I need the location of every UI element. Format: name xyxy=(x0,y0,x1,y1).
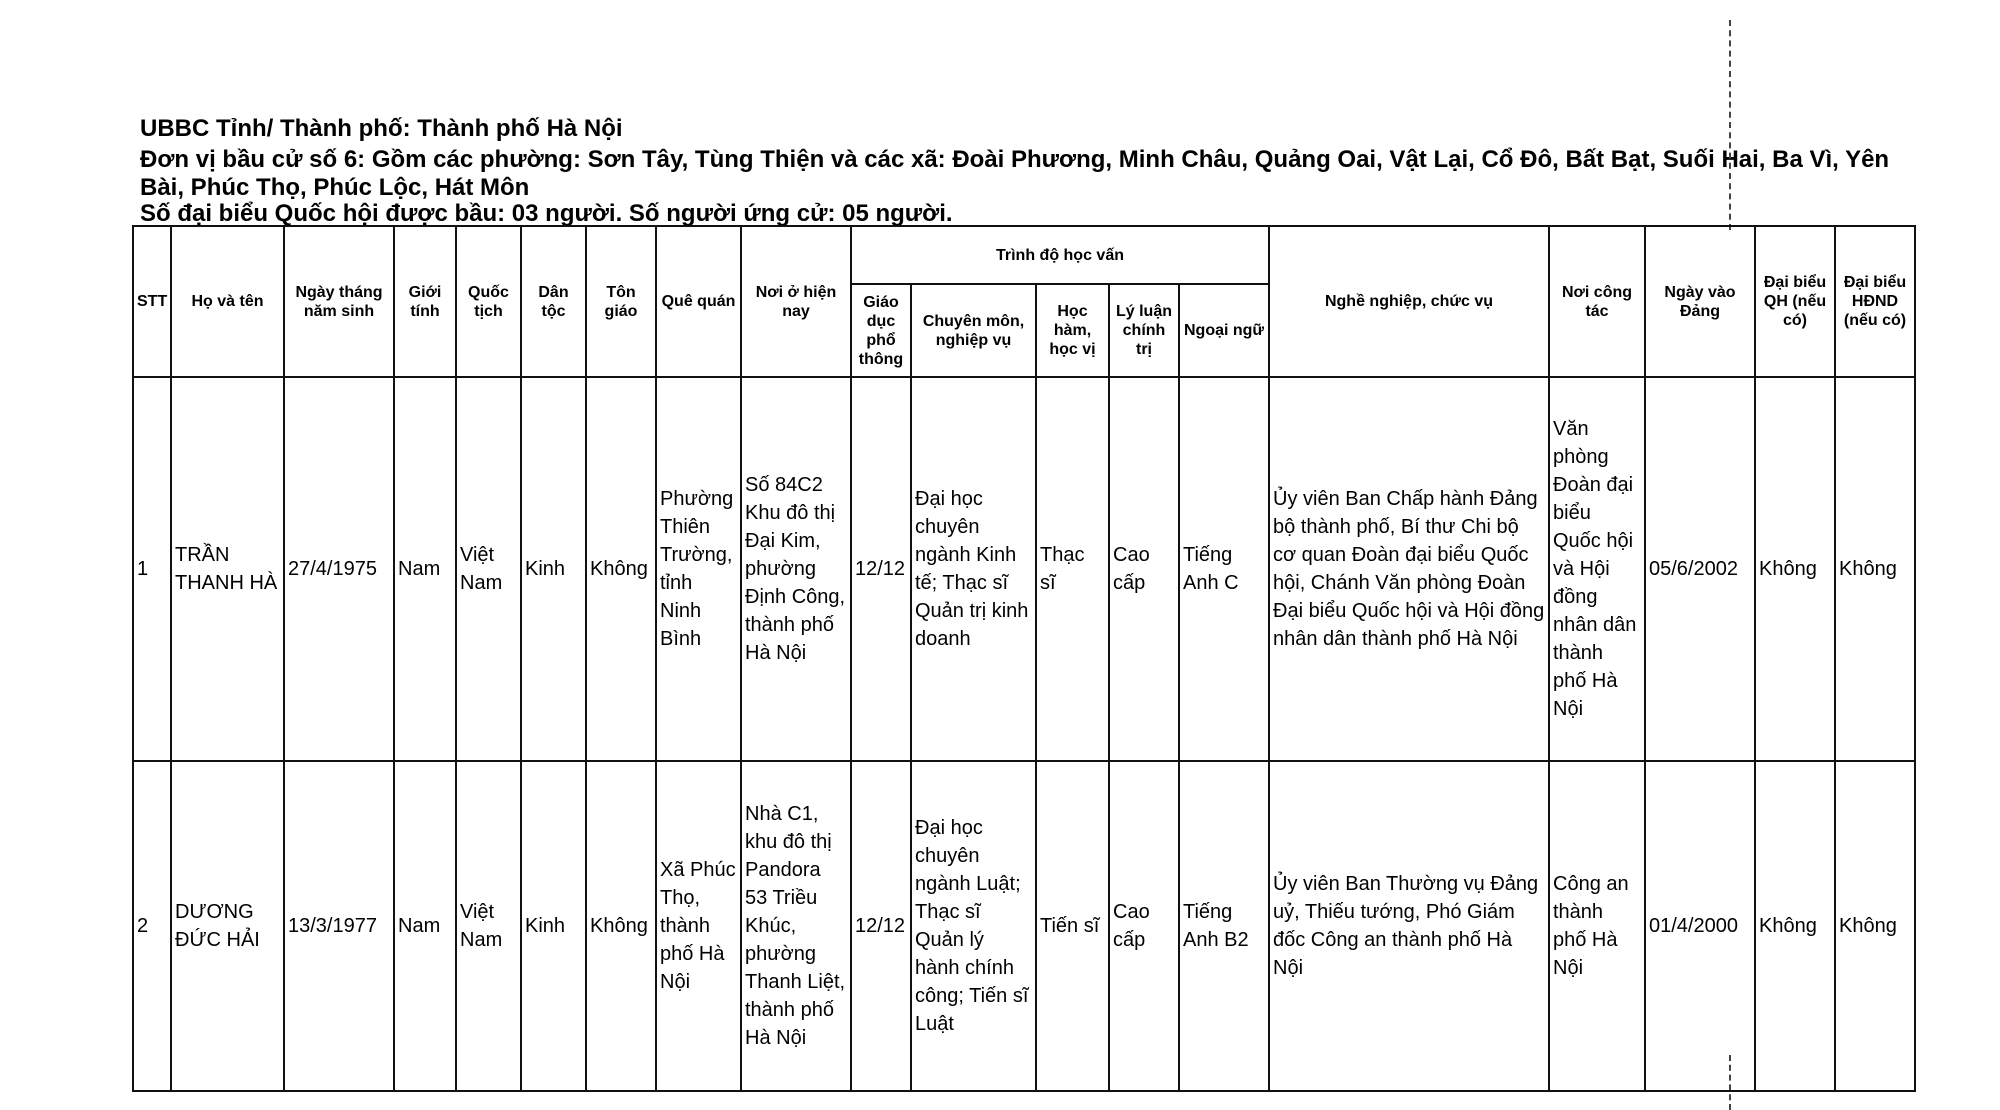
cell-pc-delegate: Không xyxy=(1835,761,1915,1091)
header-seat-count: Số đại biểu Quốc hội được bầu: 03 người. Số người ứng cử: 05 người. xyxy=(140,200,953,227)
cell-gender: Nam xyxy=(394,761,456,1091)
candidate-table xyxy=(132,225,1916,1092)
cell-hometown: Phường Thiên Trường, tỉnh Ninh Bình xyxy=(656,377,741,761)
cell-dob: 27/4/1975 xyxy=(284,377,394,761)
col-header-pc-delegate: Đại biểu HĐND (nếu có) xyxy=(1835,226,1915,377)
cell-political: Cao cấp xyxy=(1109,761,1179,1091)
cell-name: TRẦN THANH HÀ xyxy=(171,377,284,761)
cell-party-date: 01/4/2000 xyxy=(1645,761,1755,1091)
cell-ethnicity: Kinh xyxy=(521,377,586,761)
col-header-religion: Tôn giáo xyxy=(586,226,656,377)
col-header-party-date: Ngày vào Đảng xyxy=(1645,226,1755,377)
col-header-dob: Ngày tháng năm sinh xyxy=(284,226,394,377)
cell-hometown: Xã Phúc Thọ, thành phố Hà Nội xyxy=(656,761,741,1091)
col-header-hometown: Quê quán xyxy=(656,226,741,377)
cell-gender: Nam xyxy=(394,377,456,761)
col-header-language: Ngoại ngữ xyxy=(1179,284,1269,377)
cell-language: Tiếng Anh B2 xyxy=(1179,761,1269,1091)
header-constituency: Đơn vị bầu cử số 6: Gồm các phường: Sơn Tây, Tùng Thiện và các xã: Đoài Phương, Minh Châu, Quảng Oai, Vật Lại, Cổ Đô, Bất Bạt, Suối Hai, Ba Vì, Yên Bài, Phúc Thọ, Phúc Lộc, Hát Môn xyxy=(140,146,1890,201)
col-header-nationality: Quốc tịch xyxy=(456,226,521,377)
cell-workplace: Văn phòng Đoàn đại biểu Quốc hội và Hội đồng nhân dân thành phố Hà Nội xyxy=(1549,377,1645,761)
scan-dashed-line-top xyxy=(1729,20,1731,230)
col-header-political: Lý luận chính trị xyxy=(1109,284,1179,377)
cell-political: Cao cấp xyxy=(1109,377,1179,761)
cell-party-date: 05/6/2002 xyxy=(1645,377,1755,761)
cell-stt: 1 xyxy=(133,377,171,761)
cell-pc-delegate: Không xyxy=(1835,377,1915,761)
col-header-stt: STT xyxy=(133,226,171,377)
col-header-name: Họ và tên xyxy=(171,226,284,377)
cell-occupation: Ủy viên Ban Thường vụ Đảng uỷ, Thiếu tướng, Phó Giám đốc Công an thành phố Hà Nội xyxy=(1269,761,1549,1091)
cell-occupation: Ủy viên Ban Chấp hành Đảng bộ thành phố, Bí thư Chi bộ cơ quan Đoàn đại biểu Quốc hội, Chánh Văn phòng Đoàn Đại biểu Quốc hội và Hội đồng nhân dân thành phố Hà Nội xyxy=(1269,377,1549,761)
col-header-na-delegate: Đại biểu QH (nếu có) xyxy=(1755,226,1835,377)
col-header-residence: Nơi ở hiện nay xyxy=(741,226,851,377)
cell-workplace: Công an thành phố Hà Nội xyxy=(1549,761,1645,1091)
cell-academic: Thạc sĩ xyxy=(1036,377,1109,761)
cell-ethnicity: Kinh xyxy=(521,761,586,1091)
cell-stt: 2 xyxy=(133,761,171,1091)
cell-specialty: Đại học chuyên ngành Kinh tế; Thạc sĩ Quản trị kinh doanh xyxy=(911,377,1036,761)
cell-specialty: Đại học chuyên ngành Luật; Thạc sĩ Quản lý hành chính công; Tiến sĩ Luật xyxy=(911,761,1036,1091)
cell-na-delegate: Không xyxy=(1755,761,1835,1091)
cell-general-education: 12/12 xyxy=(851,761,911,1091)
cell-nationality: Việt Nam xyxy=(456,377,521,761)
cell-residence: Số 84C2 Khu đô thị Đại Kim, phường Định Công, thành phố Hà Nội xyxy=(741,377,851,761)
cell-religion: Không xyxy=(586,377,656,761)
cell-nationality: Việt Nam xyxy=(456,761,521,1091)
col-header-specialty: Chuyên môn, nghiệp vụ xyxy=(911,284,1036,377)
cell-language: Tiếng Anh C xyxy=(1179,377,1269,761)
cell-name: DƯƠNG ĐỨC HẢI xyxy=(171,761,284,1091)
header-province: UBBC Tỉnh/ Thành phố: Thành phố Hà Nội xyxy=(140,115,623,142)
cell-dob: 13/3/1977 xyxy=(284,761,394,1091)
col-header-occupation: Nghề nghiệp, chức vụ xyxy=(1269,226,1549,377)
col-header-academic: Học hàm, học vị xyxy=(1036,284,1109,377)
table-header-row xyxy=(133,226,1915,284)
table-row xyxy=(133,761,1915,1091)
cell-general-education: 12/12 xyxy=(851,377,911,761)
col-header-gender: Giới tính xyxy=(394,226,456,377)
cell-religion: Không xyxy=(586,761,656,1091)
table-row xyxy=(133,377,1915,761)
cell-academic: Tiến sĩ xyxy=(1036,761,1109,1091)
col-header-workplace: Nơi công tác xyxy=(1549,226,1645,377)
cell-residence: Nhà C1, khu đô thị Pandora 53 Triều Khúc, phường Thanh Liệt, thành phố Hà Nội xyxy=(741,761,851,1091)
cell-na-delegate: Không xyxy=(1755,377,1835,761)
col-header-general-education: Giáo dục phổ thông xyxy=(851,284,911,377)
col-header-ethnicity: Dân tộc xyxy=(521,226,586,377)
col-header-education-group: Trình độ học vấn xyxy=(851,226,1269,284)
